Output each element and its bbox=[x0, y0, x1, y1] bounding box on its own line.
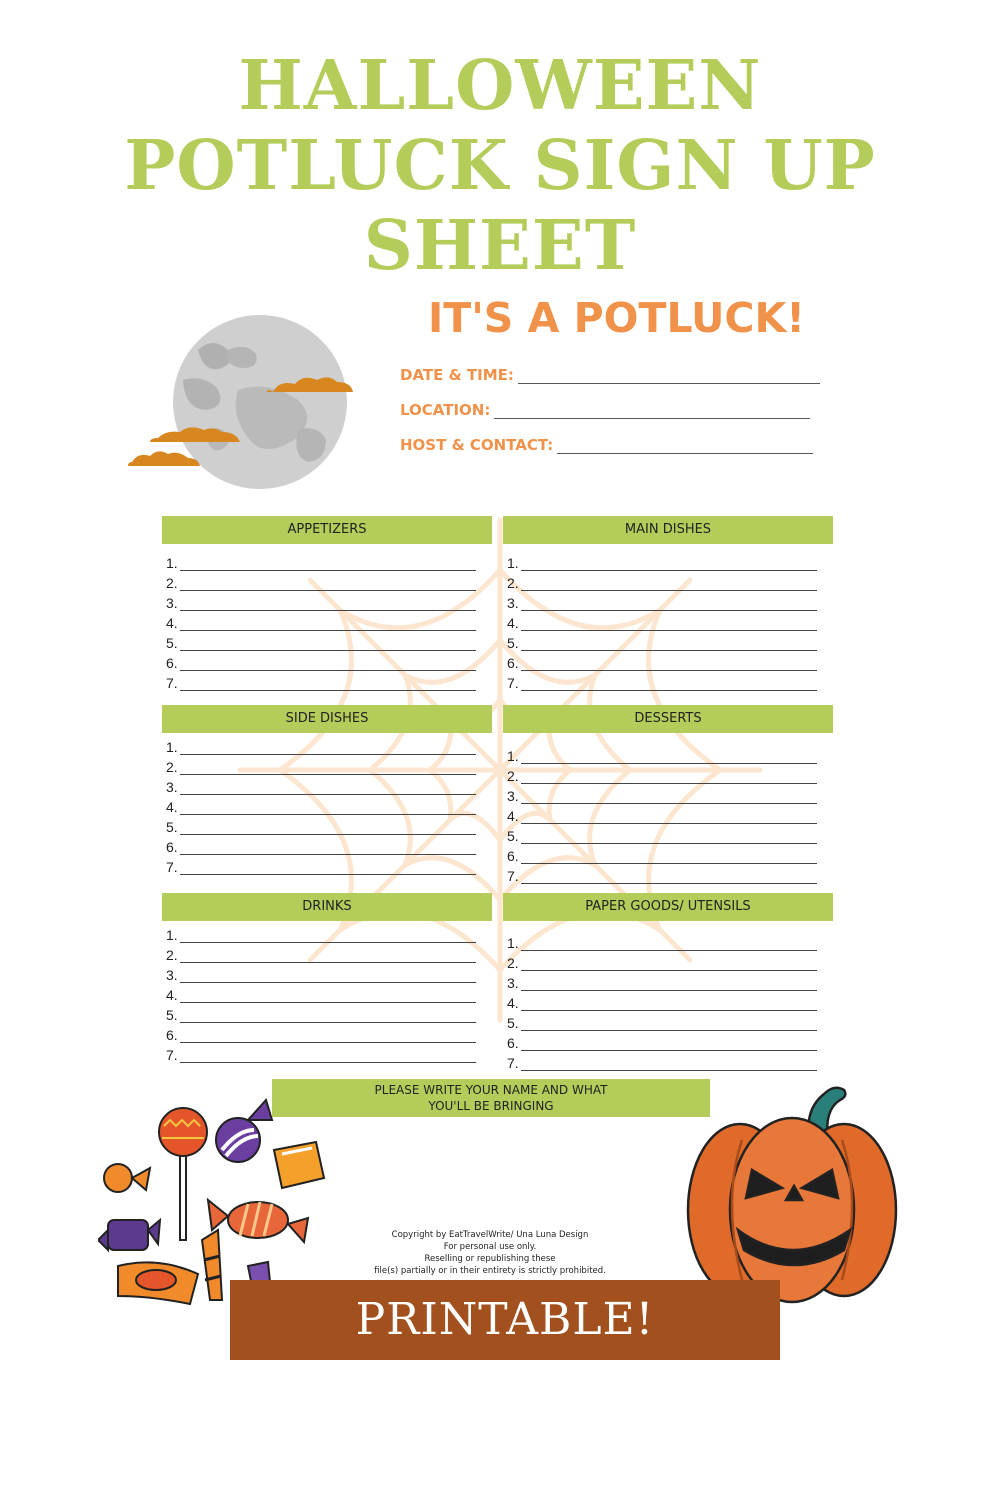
copyright-line-4: file(s) partially or in their entirety is strictly prohibited. bbox=[374, 1266, 606, 1276]
copyright-notice bbox=[340, 1229, 640, 1277]
row-number: 3. bbox=[507, 595, 519, 611]
row-line[interactable] bbox=[521, 960, 817, 971]
row-number: 2. bbox=[166, 947, 178, 963]
row-line[interactable] bbox=[180, 784, 476, 795]
row-line[interactable] bbox=[180, 640, 476, 651]
row-line[interactable] bbox=[180, 560, 476, 571]
row-number: 5. bbox=[166, 635, 178, 651]
date-time-label: DATE & TIME: bbox=[400, 366, 514, 384]
location-field[interactable] bbox=[494, 404, 810, 419]
section-header-desserts: DESSERTS bbox=[503, 705, 833, 733]
row-line[interactable] bbox=[180, 1012, 476, 1023]
page-title bbox=[0, 46, 1000, 286]
section-header-paper-goods: PAPER GOODS/ UTENSILS bbox=[503, 893, 833, 921]
row-line[interactable] bbox=[180, 580, 476, 591]
main-dishes-row-1[interactable] bbox=[507, 551, 817, 571]
drinks-row-1[interactable] bbox=[166, 923, 476, 943]
pumpkin-icon bbox=[682, 1080, 902, 1310]
row-line[interactable] bbox=[521, 1000, 817, 1011]
appetizers-row-7[interactable] bbox=[166, 671, 476, 691]
section-header-main-dishes: MAIN DISHES bbox=[503, 516, 833, 544]
row-number: 1. bbox=[507, 935, 519, 951]
row-number: 2. bbox=[166, 759, 178, 775]
desserts-row-7[interactable] bbox=[507, 864, 817, 884]
row-number: 3. bbox=[507, 788, 519, 804]
main-dishes-row-5[interactable] bbox=[507, 631, 817, 651]
row-number: 3. bbox=[166, 967, 178, 983]
host-contact-label: HOST & CONTACT: bbox=[400, 436, 554, 454]
main-dishes-row-6[interactable] bbox=[507, 651, 817, 671]
row-number: 1. bbox=[507, 555, 519, 571]
row-line[interactable] bbox=[521, 853, 817, 864]
drinks-row-6[interactable] bbox=[166, 1023, 476, 1043]
paper-goods-row-6[interactable] bbox=[507, 1031, 817, 1051]
row-number: 7. bbox=[166, 1047, 178, 1063]
row-number: 1. bbox=[166, 739, 178, 755]
title-line-2: POTLUCK SIGN UP bbox=[124, 126, 876, 206]
appetizers-row-4[interactable] bbox=[166, 611, 476, 631]
row-number: 3. bbox=[507, 975, 519, 991]
row-line[interactable] bbox=[521, 1060, 817, 1071]
section-desserts bbox=[503, 705, 833, 890]
title-line-3: SHEET bbox=[363, 206, 637, 286]
row-number: 6. bbox=[507, 848, 519, 864]
copyright-line-3: Reselling or republishing these bbox=[424, 1254, 556, 1264]
appetizers-row-2[interactable] bbox=[166, 571, 476, 591]
section-header-appetizers: APPETIZERS bbox=[162, 516, 492, 544]
row-number: 5. bbox=[507, 828, 519, 844]
section-header-drinks: DRINKS bbox=[162, 893, 492, 921]
row-number: 6. bbox=[166, 1027, 178, 1043]
side-dishes-row-6[interactable] bbox=[166, 835, 476, 855]
side-dishes-row-7[interactable] bbox=[166, 855, 476, 875]
row-number: 7. bbox=[507, 1055, 519, 1071]
row-number: 4. bbox=[166, 987, 178, 1003]
host-contact-row bbox=[400, 436, 813, 454]
date-time-row bbox=[400, 366, 820, 384]
row-line[interactable] bbox=[521, 1020, 817, 1031]
note-line-2: YOU'LL BE BRINGING bbox=[428, 1099, 554, 1113]
row-line[interactable] bbox=[521, 600, 817, 611]
row-number: 5. bbox=[507, 635, 519, 651]
section-side-dishes bbox=[162, 705, 492, 885]
row-line[interactable] bbox=[521, 773, 817, 784]
row-line[interactable] bbox=[521, 753, 817, 764]
row-number: 4. bbox=[507, 995, 519, 1011]
desserts-row-4[interactable] bbox=[507, 804, 817, 824]
row-line[interactable] bbox=[180, 1032, 476, 1043]
row-number: 6. bbox=[507, 1035, 519, 1051]
row-line[interactable] bbox=[521, 833, 817, 844]
row-number: 1. bbox=[166, 555, 178, 571]
row-line[interactable] bbox=[521, 793, 817, 804]
host-contact-field[interactable] bbox=[557, 439, 813, 454]
row-number: 4. bbox=[166, 799, 178, 815]
copyright-line-2: For personal use only. bbox=[443, 1242, 537, 1252]
row-number: 4. bbox=[507, 615, 519, 631]
row-line[interactable] bbox=[521, 580, 817, 591]
row-line[interactable] bbox=[180, 932, 476, 943]
desserts-row-5[interactable] bbox=[507, 824, 817, 844]
desserts-row-1[interactable] bbox=[507, 744, 817, 764]
main-dishes-row-7[interactable] bbox=[507, 671, 817, 691]
note-line-1: PLEASE WRITE YOUR NAME AND WHAT bbox=[374, 1083, 608, 1097]
row-number: 5. bbox=[166, 819, 178, 835]
subtitle: IT'S A POTLUCK! bbox=[428, 294, 805, 342]
desserts-row-2[interactable] bbox=[507, 764, 817, 784]
side-dishes-row-4[interactable] bbox=[166, 795, 476, 815]
side-dishes-row-3[interactable] bbox=[166, 775, 476, 795]
row-line[interactable] bbox=[521, 980, 817, 991]
row-number: 2. bbox=[507, 768, 519, 784]
paper-goods-row-7[interactable] bbox=[507, 1051, 817, 1071]
row-number: 6. bbox=[166, 655, 178, 671]
appetizers-row-1[interactable] bbox=[166, 551, 476, 571]
row-line[interactable] bbox=[180, 660, 476, 671]
desserts-row-6[interactable] bbox=[507, 844, 817, 864]
row-number: 1. bbox=[507, 748, 519, 764]
drinks-row-7[interactable] bbox=[166, 1043, 476, 1063]
row-line[interactable] bbox=[521, 660, 817, 671]
moon-icon bbox=[128, 310, 388, 500]
row-number: 2. bbox=[507, 575, 519, 591]
row-line[interactable] bbox=[180, 952, 476, 963]
row-number: 3. bbox=[166, 595, 178, 611]
candy-icon bbox=[98, 1090, 348, 1310]
drinks-row-3[interactable] bbox=[166, 963, 476, 983]
section-drinks bbox=[162, 893, 492, 1073]
section-main-dishes bbox=[503, 516, 833, 696]
row-line[interactable] bbox=[180, 600, 476, 611]
section-paper-goods bbox=[503, 893, 833, 1078]
row-number: 4. bbox=[507, 808, 519, 824]
row-line[interactable] bbox=[180, 804, 476, 815]
row-number: 7. bbox=[507, 868, 519, 884]
copyright-line-1: Copyright by EatTravelWrite/ Una Luna Design bbox=[391, 1230, 589, 1240]
drinks-row-2[interactable] bbox=[166, 943, 476, 963]
row-line[interactable] bbox=[521, 620, 817, 631]
row-line[interactable] bbox=[180, 972, 476, 983]
row-line[interactable] bbox=[180, 864, 476, 875]
row-line[interactable] bbox=[180, 764, 476, 775]
printable-banner: PRINTABLE! bbox=[230, 1280, 780, 1360]
paper-goods-row-4[interactable] bbox=[507, 991, 817, 1011]
row-line[interactable] bbox=[521, 940, 817, 951]
section-appetizers bbox=[162, 516, 492, 696]
section-header-side-dishes: SIDE DISHES bbox=[162, 705, 492, 733]
paper-goods-row-5[interactable] bbox=[507, 1011, 817, 1031]
row-line[interactable] bbox=[521, 1040, 817, 1051]
main-dishes-row-2[interactable] bbox=[507, 571, 817, 591]
date-time-field[interactable] bbox=[518, 369, 820, 384]
paper-goods-row-2[interactable] bbox=[507, 951, 817, 971]
row-number: 7. bbox=[166, 675, 178, 691]
side-dishes-row-1[interactable] bbox=[166, 735, 476, 755]
row-line[interactable] bbox=[521, 680, 817, 691]
row-number: 6. bbox=[166, 839, 178, 855]
row-number: 7. bbox=[507, 675, 519, 691]
paper-goods-row-3[interactable] bbox=[507, 971, 817, 991]
main-dishes-row-4[interactable] bbox=[507, 611, 817, 631]
location-label: LOCATION: bbox=[400, 401, 491, 419]
row-line[interactable] bbox=[180, 824, 476, 835]
row-line[interactable] bbox=[180, 1052, 476, 1063]
row-number: 7. bbox=[166, 859, 178, 875]
lollipop-icon bbox=[159, 1108, 207, 1240]
appetizers-row-3[interactable] bbox=[166, 591, 476, 611]
side-dishes-row-2[interactable] bbox=[166, 755, 476, 775]
row-line[interactable] bbox=[521, 640, 817, 651]
row-line[interactable] bbox=[180, 744, 476, 755]
row-line[interactable] bbox=[521, 873, 817, 884]
row-line[interactable] bbox=[180, 992, 476, 1003]
row-number: 1. bbox=[166, 927, 178, 943]
appetizers-row-5[interactable] bbox=[166, 631, 476, 651]
main-dishes-row-3[interactable] bbox=[507, 591, 817, 611]
row-number: 3. bbox=[166, 779, 178, 795]
title-line-1: HALLOWEEN bbox=[238, 46, 762, 126]
side-dishes-row-5[interactable] bbox=[166, 815, 476, 835]
paper-goods-row-1[interactable] bbox=[507, 931, 817, 951]
desserts-row-3[interactable] bbox=[507, 784, 817, 804]
row-number: 4. bbox=[166, 615, 178, 631]
row-number: 2. bbox=[166, 575, 178, 591]
appetizers-row-6[interactable] bbox=[166, 651, 476, 671]
row-line[interactable] bbox=[180, 680, 476, 691]
row-number: 6. bbox=[507, 655, 519, 671]
row-line[interactable] bbox=[521, 813, 817, 824]
row-number: 5. bbox=[166, 1007, 178, 1023]
drinks-row-4[interactable] bbox=[166, 983, 476, 1003]
drinks-row-5[interactable] bbox=[166, 1003, 476, 1023]
row-number: 5. bbox=[507, 1015, 519, 1031]
location-row bbox=[400, 401, 810, 419]
row-line[interactable] bbox=[521, 560, 817, 571]
row-line[interactable] bbox=[180, 844, 476, 855]
row-line[interactable] bbox=[180, 620, 476, 631]
row-number: 2. bbox=[507, 955, 519, 971]
